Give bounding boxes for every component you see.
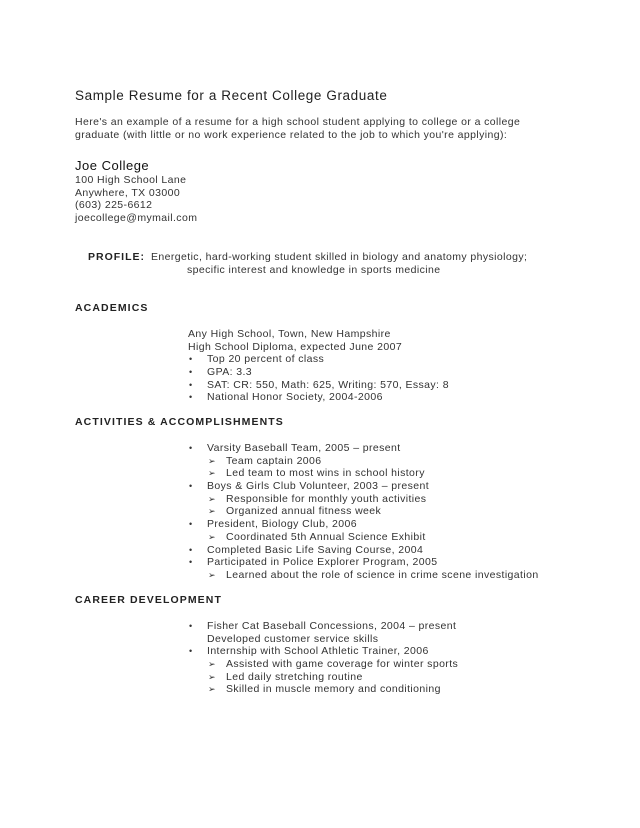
arrow-bullet-icon: ➢ [208,493,216,504]
bullet-icon: • [189,367,193,378]
diploma-line: High School Diploma, expected June 2007 [188,340,403,353]
intro-paragraph [75,116,575,142]
list-item: • Completed Basic Life Saving Course, 2004 [189,543,424,556]
intro-line: graduate (with little or no work experience related to the job to which you're applying): [75,129,508,141]
academics-block [188,328,608,404]
arrow-bullet-icon: ➢ [208,659,216,670]
list-item: • Varsity Baseball Team, 2005 – present [189,442,401,454]
document-title: Sample Resume for a Recent College Graduate [75,88,388,103]
bullet-icon: • [189,646,193,657]
bullet-icon: • [189,544,193,555]
list-item: • Fisher Cat Baseball Concessions, 2004 – present [189,620,457,632]
bullet-icon: • [189,392,193,403]
bullet-icon: • [189,557,193,568]
career-block [188,620,608,696]
bullet-icon: • [189,481,193,492]
contact-block [75,174,197,224]
sub-list-item: ➢ Coordinated 5th Annual Science Exhibit [208,530,426,543]
bullet-icon: • [189,354,193,365]
activities-block [188,442,608,582]
profile-text: specific interest and knowledge in sports medicine [187,264,441,276]
city-line: Anywhere, TX 03000 [75,186,181,199]
bullet-icon: • [189,379,193,390]
career-heading: CAREER DEVELOPMENT [75,594,222,606]
list-item-detail: Developed customer service skills [207,632,379,645]
sub-list-item: ➢ Organized annual fitness week [208,505,382,518]
school-line: Any High School, Town, New Hampshire [188,328,391,340]
list-item: • Top 20 percent of class [189,353,325,366]
phone-line: (603) 225-6612 [75,199,153,211]
list-item: • GPA: 3.3 [189,366,253,379]
bullet-icon: • [189,621,193,631]
activities-heading: ACTIVITIES & ACCOMPLISHMENTS [75,416,284,428]
sub-list-item: ➢ Assisted with game coverage for winter sports [208,658,459,671]
arrow-bullet-icon: ➢ [208,468,216,479]
bullet-icon: • [189,443,193,453]
sub-list-item: ➢ Learned about the role of science in crime scene investigation [208,568,539,581]
profile-section [88,251,568,277]
profile-text: Energetic, hard-working student skilled in biology and anatomy physiology; [151,251,528,263]
bullet-icon: • [189,519,193,530]
intro-line: Here's an example of a resume for a high school student applying to college or a college [75,116,521,128]
arrow-bullet-icon: ➢ [208,569,216,580]
email-line: joecollege@mymail.com [75,211,198,224]
sub-list-item: ➢ Led team to most wins in school history [208,467,425,480]
arrow-bullet-icon: ➢ [208,671,216,682]
list-item: • President, Biology Club, 2006 [189,518,357,531]
address-line: 100 High School Lane [75,174,187,186]
sub-list-item: ➢ Team captain 2006 [208,454,322,467]
sub-list-item: ➢ Skilled in muscle memory and conditioning [208,683,441,696]
sub-list-item: ➢ Led daily stretching routine [208,670,363,683]
list-item: • Participated in Police Explorer Program, 2005 [189,556,438,569]
arrow-bullet-icon: ➢ [208,684,216,695]
list-item: • National Honor Society, 2004-2006 [189,391,383,404]
arrow-bullet-icon: ➢ [208,531,216,542]
profile-label: PROFILE: [88,251,145,263]
arrow-bullet-icon: ➢ [208,506,216,517]
list-item: • Internship with School Athletic Trainer, 2006 [189,645,429,658]
sub-list-item: ➢ Responsible for monthly youth activities [208,492,427,505]
list-item: • Boys & Girls Club Volunteer, 2003 – present [189,480,430,493]
candidate-name: Joe College [75,158,150,173]
list-item: • SAT: CR: 550, Math: 625, Writing: 570, Essay: 8 [189,378,449,391]
academics-heading: ACADEMICS [75,302,149,314]
arrow-bullet-icon: ➢ [208,455,216,466]
